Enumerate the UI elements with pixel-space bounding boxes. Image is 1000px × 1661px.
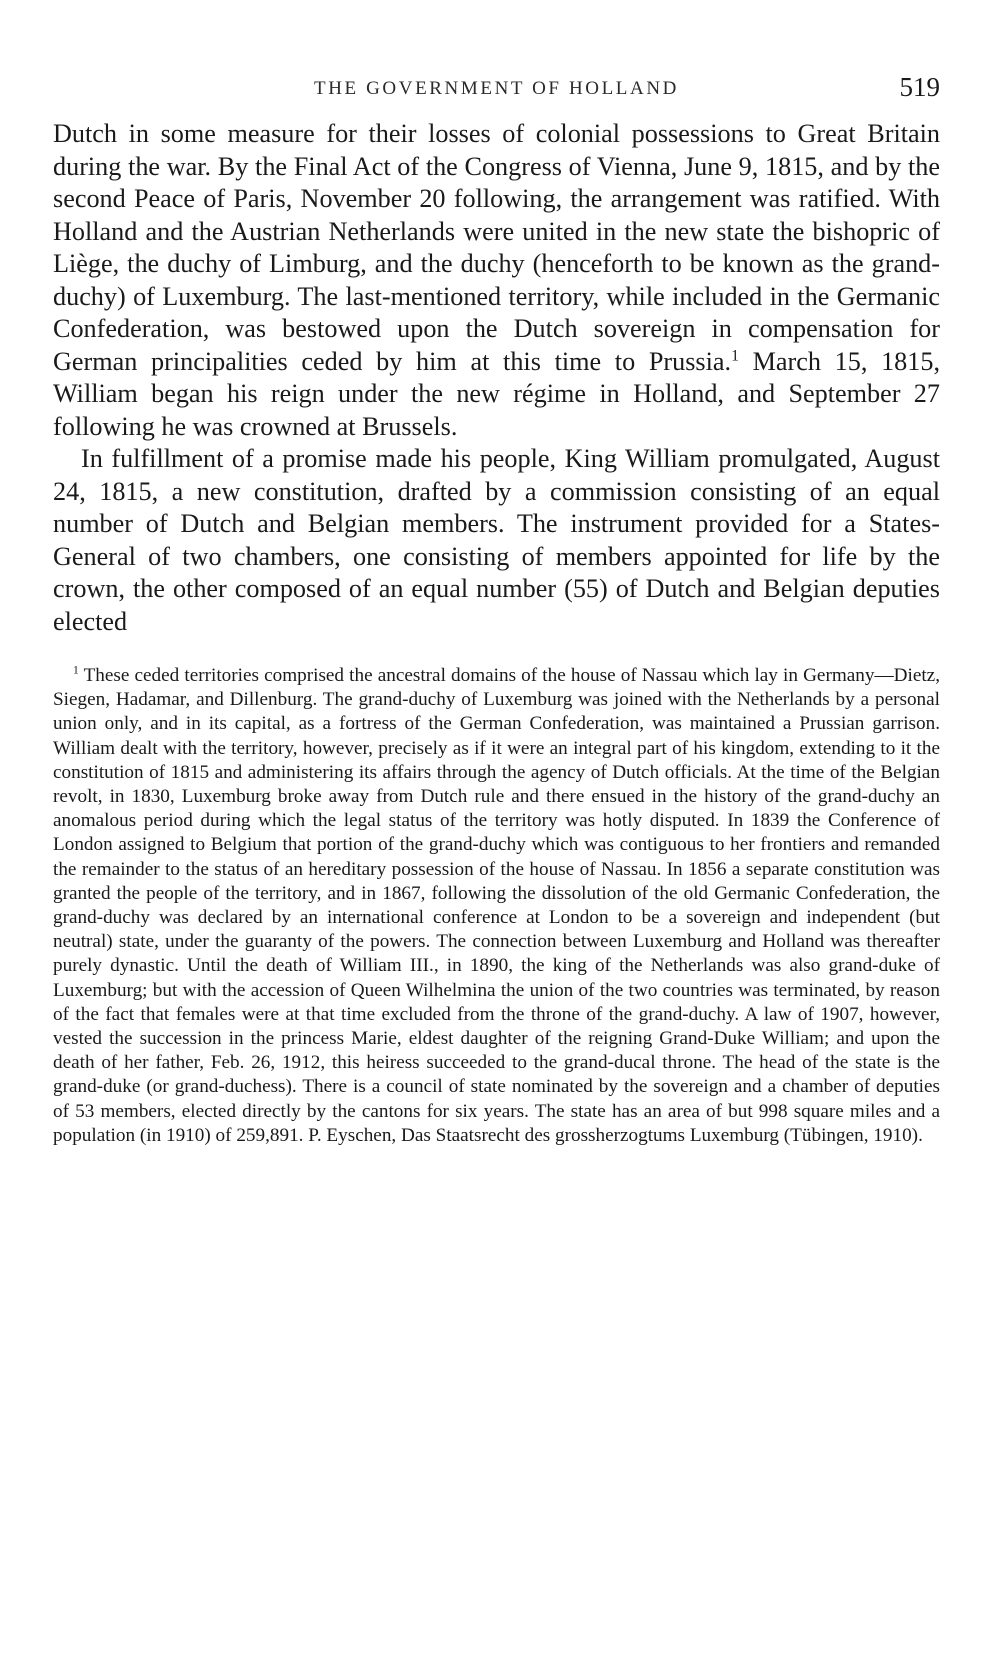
footnote-1	[53, 664, 940, 1148]
footnote-marker: 1	[73, 664, 79, 677]
footnotes	[53, 664, 940, 1148]
body-paragraph-1	[53, 118, 940, 443]
running-head	[53, 72, 940, 106]
running-title: THE GOVERNMENT OF HOLLAND	[314, 78, 679, 99]
footnote-reference: 1	[731, 346, 739, 364]
body-paragraph-2: In fulfillment of a promise made his people, King William promulgated, August 24, 1815, a new constitution, drafted by a commission consisting of an equal number of Dutch and Belgian members. The instrument provided for a States-General of two chambers, one consisting of members appointed for life by the crown, the other composed of an equal number (55) of Dutch and Belgian deputies elected	[53, 444, 940, 636]
paragraph-1-text-a: Dutch in some measure for their losses of colonial possessions to Great Britain during the war. By the Final Act of the Congress of Vienna, June 9, 1815, and by the second Peace of Paris, November 20 following, the arrangement was ratified. With Holland and the Austrian Netherlands were united in the new state the bishopric of Liège, the duchy of Limburg, and the duchy (henceforth to be known as the grand-duchy) of Luxemburg. The last-mentioned territory, while included in the Germanic Confederation, was bestowed upon the Dutch sovereign in compensation for German principalities ceded by him at this time to Prussia.	[53, 119, 940, 376]
footnote-text: These ceded territories comprised the ancestral domains of the house of Nassau which lay in Germany—Dietz, Siegen, Hadamar, and Dillenburg. The grand-duchy of Luxemburg was joined with the Netherlands by a personal union only, and in its capital, as a fortress of the German Confederation, was maintained a Prussian garrison. William dealt with the territory, however, precisely as if it were an integral part of his kingdom, extending to it the constitution of 1815 and administering its affairs through the agency of Dutch officials. At the time of the Belgian revolt, in 1830, Luxemburg broke away from Dutch rule and there ensued in the history of the grand-duchy an anomalous period during which the legal status of the territory was hotly disputed. In 1839 the Conference of London assigned to Belgium that portion of the grand-duchy which was contiguous to her frontiers and remanded the remainder to the status of an hereditary possession of the house of Nassau. In 1856 a separate constitution was granted the people of the territory, and in 1867, following the dissolution of the old Germanic Confederation, the grand-duchy was declared by an international conference at London to be a sovereign and independent (but neutral) state, under the guaranty of the powers. The connection between Luxemburg and Holland was thereafter purely dynastic. Until the death of William III., in 1890, the king of the Netherlands was also grand-duke of Luxemburg; but with the accession of Queen Wilhelmina the union of the two countries was terminated, by reason of the fact that females were at that time excluded from the throne of the grand-duchy. A law of 1907, however, vested the succession in the princess Marie, eldest daughter of the reigning Grand-Duke William; and upon the death of her father, Feb. 26, 1912, this heiress succeeded to the grand-ducal throne. The head of the state is the grand-duke (or grand-duchess). There is a council of state nominated by the sovereign and a chamber of deputies of 53 members, elected directly by the cantons for six years. The state has an area of but 998 square miles and a population (in 1910) of 259,891. P. Eyschen, Das Staatsrecht des grossherzogtums Luxemburg (Tübingen, 1910).	[53, 665, 940, 1146]
page-number: 519	[899, 72, 940, 102]
paragraph-1-text-b: March 15, 1815, William began his reign under the new régime in Holland, and September 27 following he was crowned at Brussels.	[53, 346, 940, 441]
book-page	[53, 72, 940, 1148]
